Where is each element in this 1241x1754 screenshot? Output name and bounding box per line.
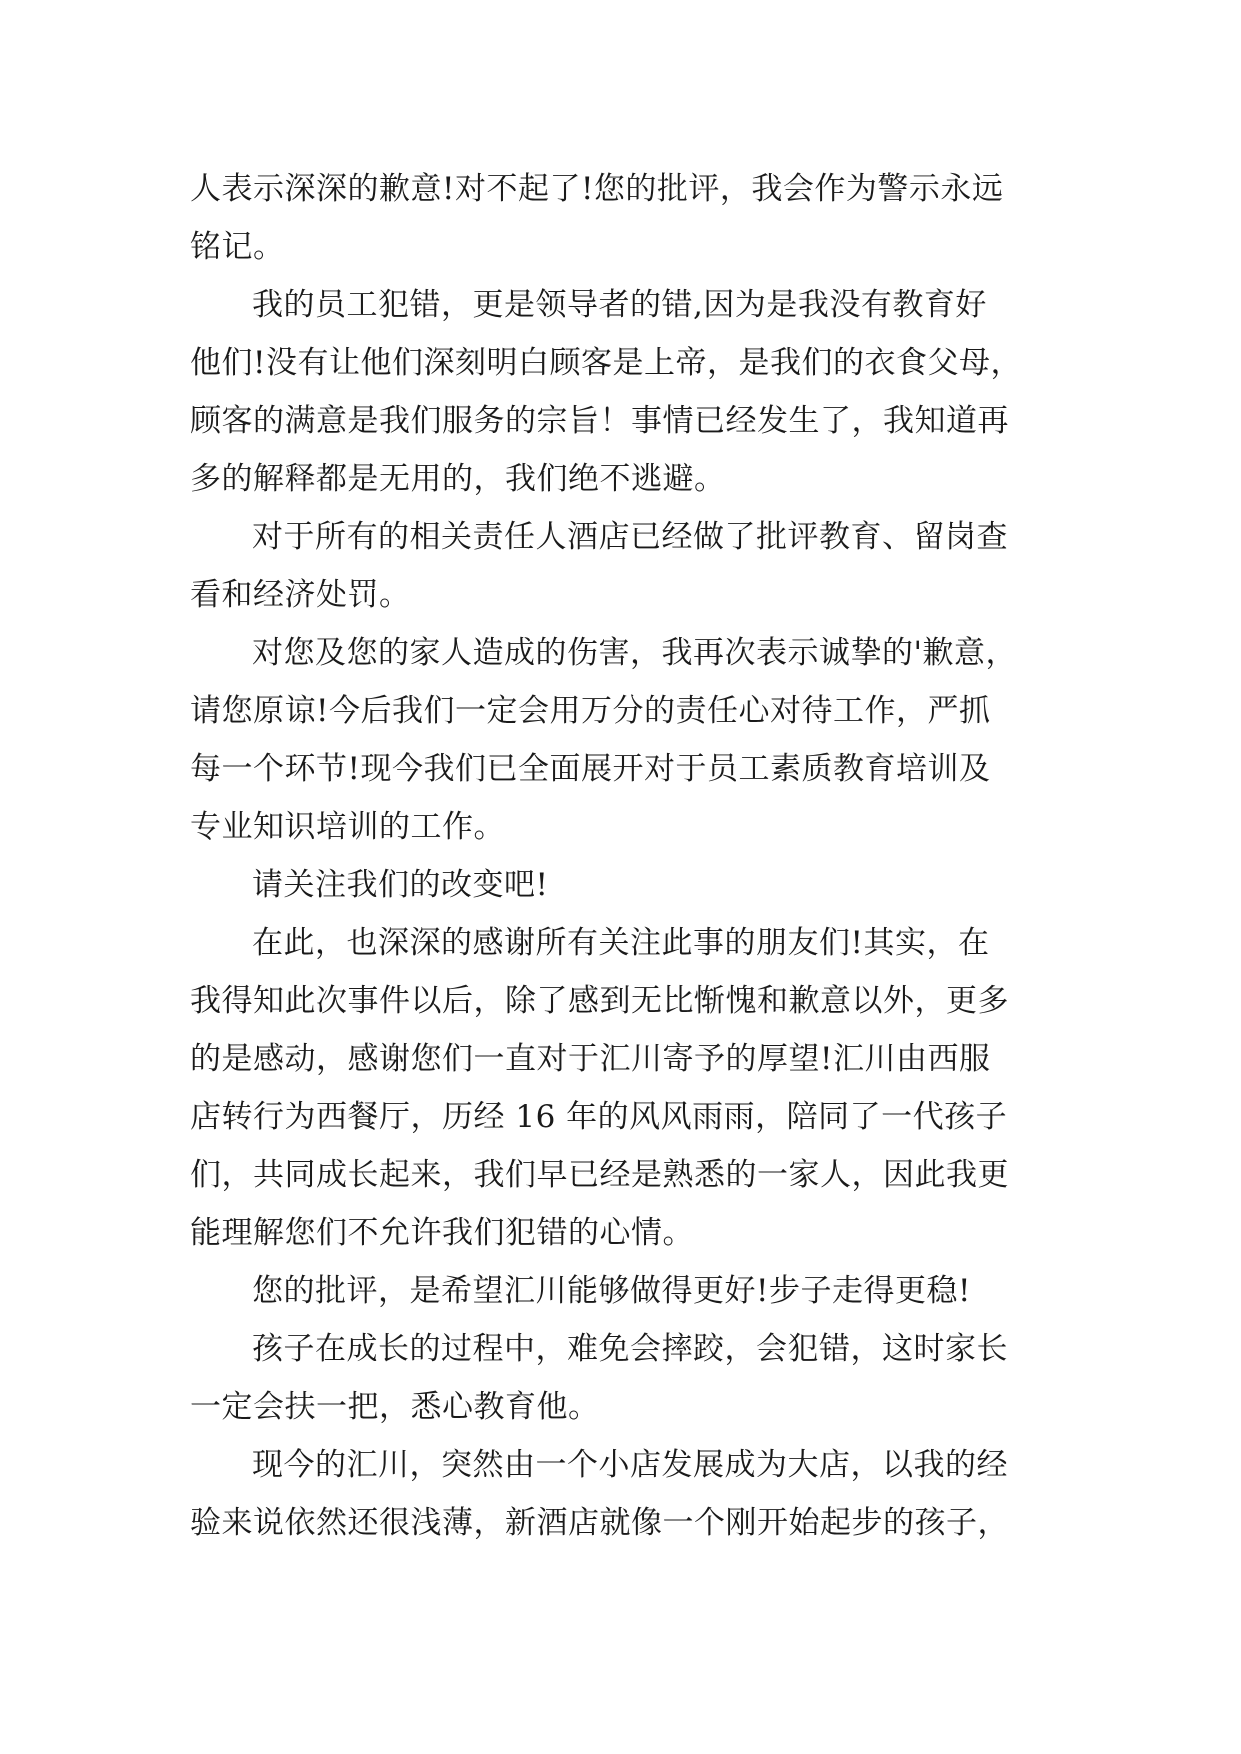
body-text <box>190 160 1050 1552</box>
text-line: 他们!没有让他们深刻明白顾客是上帝，是我们的衣食父母， <box>190 345 1022 381</box>
text-line: 铭记。 <box>190 229 285 265</box>
text-line: 孩子在成长的过程中，难免会摔跤，会犯错，这时家长 <box>252 1331 1008 1367</box>
text-line: 能理解您们不允许我们犯错的心情。 <box>190 1215 694 1251</box>
text-line: 专业知识培训的工作。 <box>190 809 505 845</box>
text-line: 您的批评，是希望汇川能够做得更好!步子走得更稳! <box>252 1273 971 1309</box>
text-line: 们，共同成长起来，我们早已经是熟悉的一家人，因此我更 <box>190 1157 1009 1193</box>
text-line: 人表示深深的歉意!对不起了!您的批评，我会作为警示永远 <box>190 171 1004 207</box>
text-line: 的是感动，感谢您们一直对于汇川寄予的厚望!汇川由西服 <box>190 1041 991 1077</box>
text-line: 请关注我们的改变吧! <box>252 867 549 903</box>
text-line: 验来说依然还很浅薄，新酒店就像一个刚开始起步的孩子， <box>190 1505 1009 1541</box>
text-line: 顾客的满意是我们服务的宗旨！事情已经发生了，我知道再 <box>190 403 1009 439</box>
text-line: 多的解释都是无用的，我们绝不逃避。 <box>190 461 726 497</box>
text-line: 每一个环节!现今我们已全面展开对于员工素质教育培训及 <box>190 751 991 787</box>
text-line: 我得知此次事件以后，除了感到无比惭愧和歉意以外，更多 <box>190 983 1009 1019</box>
text-line: 对于所有的相关责任人酒店已经做了批评教育、留岗查 <box>252 519 1008 555</box>
text-line: 一定会扶一把，悉心教育他。 <box>190 1389 600 1425</box>
text-line: 对您及您的家人造成的伤害，我再次表示诚挚的'歉意， <box>252 635 1018 671</box>
text-line: 现今的汇川，突然由一个小店发展成为大店，以我的经 <box>252 1447 1008 1483</box>
text-line: 请您原谅!今后我们一定会用万分的责任心对待工作，严抓 <box>190 693 991 729</box>
text-line: 店转行为西餐厅，历经 16 年的风风雨雨，陪同了一代孩子 <box>190 1099 1008 1135</box>
text-line: 在此，也深深的感谢所有关注此事的朋友们!其实，在 <box>252 925 990 961</box>
text-line: 我的员工犯错，更是领导者的错,因为是我没有教育好 <box>252 287 987 323</box>
text-line: 看和经济处罚。 <box>190 577 411 613</box>
